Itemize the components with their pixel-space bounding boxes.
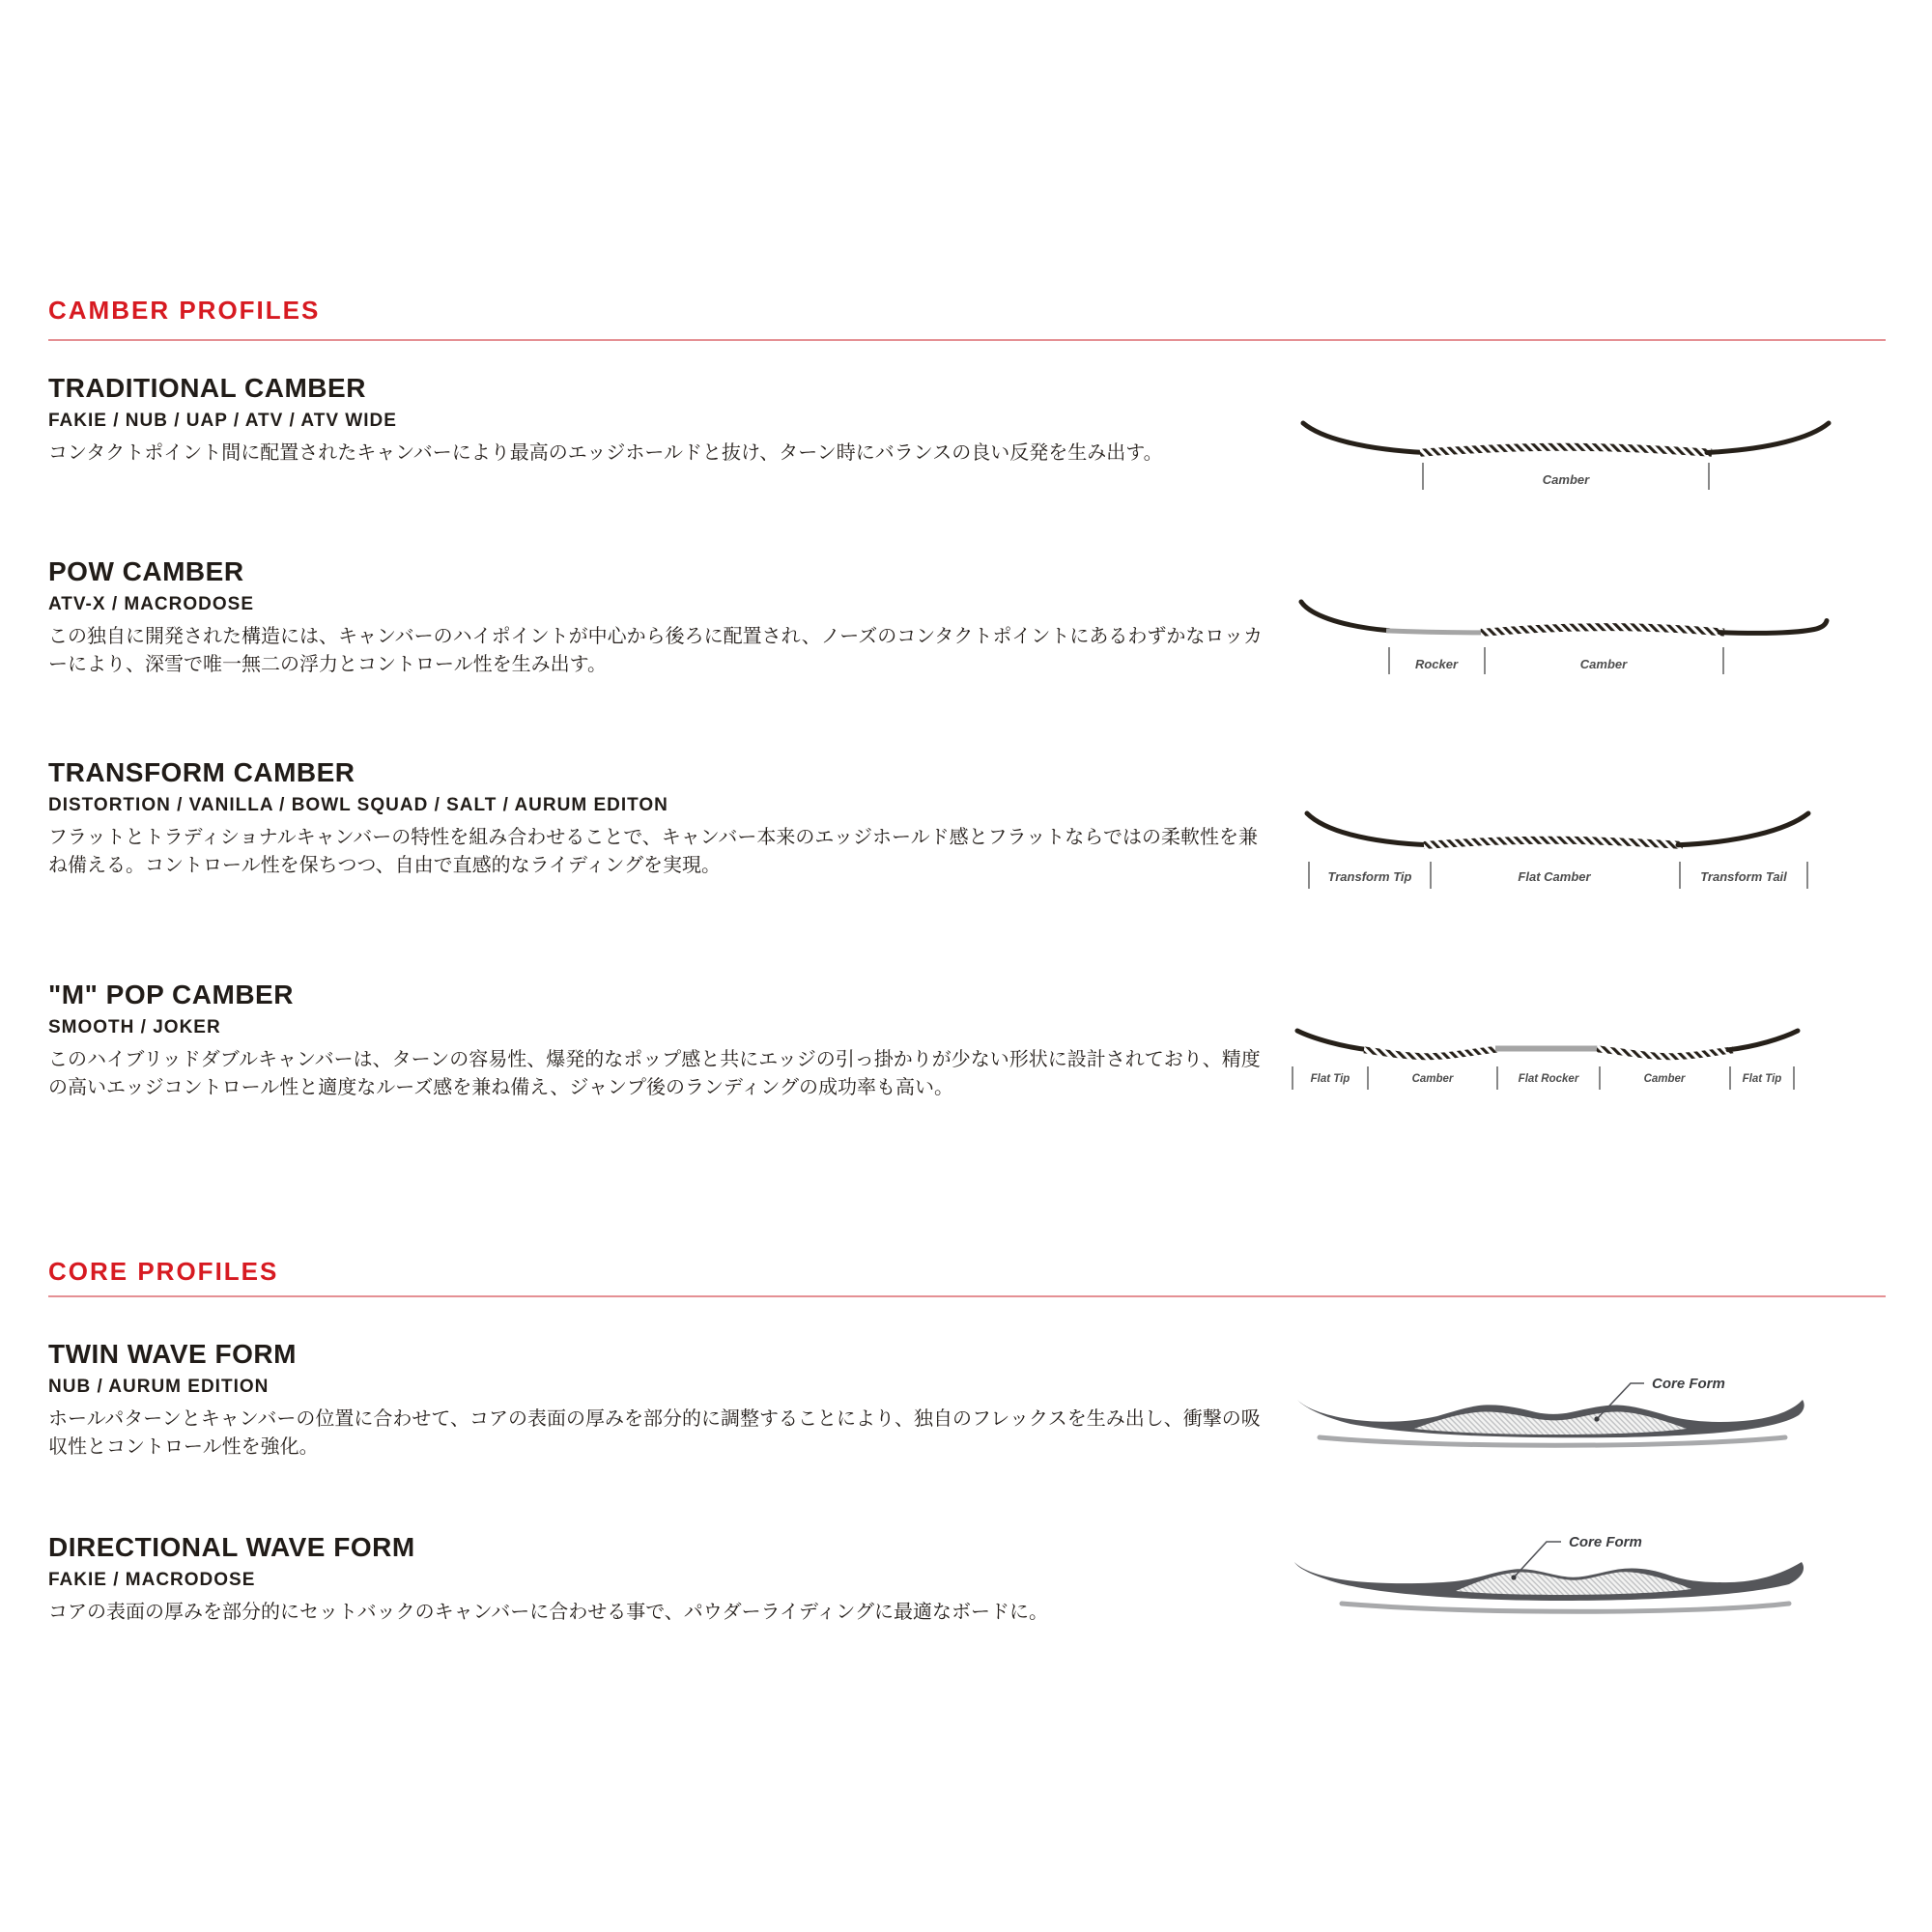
- diagram-label-camber: Camber: [1579, 657, 1628, 671]
- section-title: TWIN WAVE FORM: [48, 1339, 297, 1369]
- section-description: コンタクトポイント間に配置されたキャンバーにより最高のエッジホールドと抜け、ターン時にバランスの良い反発を生み出す。: [48, 442, 1163, 464]
- section-title: POW CAMBER: [48, 556, 244, 586]
- camber-hatch-segment: [1420, 447, 1712, 453]
- board-base-edge: [1342, 1604, 1789, 1611]
- camber-profiles-divider: [48, 339, 1886, 341]
- diagram-label-transform-tip: Transform Tip: [1327, 869, 1412, 884]
- section-description: このハイブリッドダブルキャンバーは、ターンの容易性、爆発的なポップ感と共にエッジの引っ掛かりが少ない形状に設計されており、精度の高いエッジコントロール性と適度なルーズ感を兼ね備え、ジャンプ後のランディングの成功率も高い。: [48, 1049, 1261, 1098]
- section-description: コアの表面の厚みを部分的にセットバックのキャンバーに合わせる事で、パウダーライディングに最適なボードに。: [48, 1602, 1048, 1623]
- rocker-gray-segment: [1386, 631, 1485, 633]
- section-twin-wave-form: [48, 1339, 1265, 1462]
- section-description: ホールパターンとキャンバーの位置に合わせて、コアの表面の厚みを部分的に調整することにより、独自のフレックスを生み出し、衝撃の吸収性とコントロール性を強化。: [48, 1408, 1261, 1458]
- diagram-label-camber: Camber: [1542, 472, 1590, 487]
- core-form-callout-dot: [1594, 1416, 1599, 1421]
- section-directional-wave-form: [48, 1532, 1265, 1627]
- board-tail-curve: [1678, 813, 1808, 845]
- board-nose-curve: [1303, 423, 1425, 453]
- twin-wave-core-drawing: [1291, 1352, 1870, 1468]
- board-nose-curve: [1301, 602, 1389, 631]
- section-models: FAKIE / MACRODOSE: [48, 1570, 256, 1590]
- diagram-label-flat-tip-right: Flat Tip: [1742, 1073, 1782, 1085]
- section-models: ATV-X / MACRODOSE: [48, 594, 254, 614]
- core-profiles-divider: [48, 1295, 1886, 1297]
- camber-hatch-segment: [1424, 840, 1683, 845]
- board-tail-curve: [1728, 1031, 1798, 1050]
- diagram-label-flat-camber: Flat Camber: [1518, 869, 1591, 884]
- board-tail-curve: [1719, 621, 1827, 634]
- diagram-label-core-form: Core Form: [1652, 1376, 1725, 1392]
- section-models: DISTORTION / VANILLA / BOWL SQUAD / SALT / AURUM EDITON: [48, 795, 668, 815]
- pow-camber-profile-drawing: [1296, 587, 1833, 689]
- board-nose-curve: [1297, 1031, 1369, 1050]
- diagram-label-rocker: Rocker: [1414, 657, 1459, 671]
- section-models: NUB / AURUM EDITION: [48, 1377, 270, 1397]
- core-profiles-heading: CORE PROFILES: [48, 1257, 279, 1286]
- diagram-label-transform-tail: Transform Tail: [1700, 869, 1787, 884]
- diagram-label-flat-tip-left: Flat Tip: [1310, 1073, 1350, 1085]
- diagram-m-pop-camber: [1288, 1022, 1843, 1119]
- diagram-label-core-form: Core Form: [1569, 1534, 1642, 1550]
- section-m-pop-camber: [48, 980, 1265, 1102]
- section-title: DIRECTIONAL WAVE FORM: [48, 1532, 415, 1562]
- diagram-twin-wave-form: [1291, 1352, 1870, 1473]
- diagram-label-camber-right: Camber: [1643, 1073, 1686, 1085]
- traditional-camber-profile-drawing: [1297, 403, 1833, 504]
- directional-wave-core-drawing: [1289, 1507, 1868, 1633]
- transform-camber-profile-drawing: [1295, 794, 1851, 895]
- section-models: FAKIE / NUB / UAP / ATV / ATV WIDE: [48, 411, 397, 431]
- section-transform-camber: [48, 757, 1265, 880]
- section-title: TRADITIONAL CAMBER: [48, 373, 366, 403]
- core-form-callout-dot: [1511, 1575, 1516, 1579]
- diagram-label-camber-left: Camber: [1411, 1073, 1454, 1085]
- section-pow-camber: [48, 556, 1265, 679]
- diagram-pow-camber: [1296, 587, 1833, 694]
- board-base-edge: [1320, 1437, 1785, 1445]
- section-models: SMOOTH / JOKER: [48, 1017, 221, 1037]
- diagram-label-flat-rocker: Flat Rocker: [1518, 1073, 1579, 1085]
- m-pop-camber-profile-drawing: [1288, 1022, 1843, 1114]
- diagram-transform-camber: [1295, 794, 1851, 900]
- section-title: "M" POP CAMBER: [48, 980, 294, 1009]
- section-description: フラットとトラディショナルキャンバーの特性を組み合わせることで、キャンバー本来のエッジホールド感とフラットならではの柔軟性を兼ね備える。コントロール性を保ちつつ、自由で直感的なライディングを実現。: [48, 827, 1258, 876]
- camber-hatch-segment-left: [1364, 1049, 1500, 1057]
- section-traditional-camber: [48, 373, 1265, 468]
- diagram-directional-wave-form: [1289, 1507, 1868, 1637]
- camber-hatch-segment-right: [1597, 1049, 1733, 1057]
- board-nose-curve: [1307, 813, 1429, 845]
- board-tail-curve: [1707, 423, 1829, 453]
- section-title: TRANSFORM CAMBER: [48, 757, 355, 787]
- camber-profiles-heading: CAMBER PROFILES: [48, 296, 321, 325]
- section-description: この独自に開発された構造には、キャンバーのハイポイントが中心から後ろに配置され、ノーズのコンタクトポイントにあるわずかなロッカーにより、深雪で唯一無二の浮力とコントロール性を生み出す。: [48, 626, 1263, 675]
- diagram-traditional-camber: [1297, 403, 1833, 509]
- camber-hatch-segment: [1481, 627, 1724, 633]
